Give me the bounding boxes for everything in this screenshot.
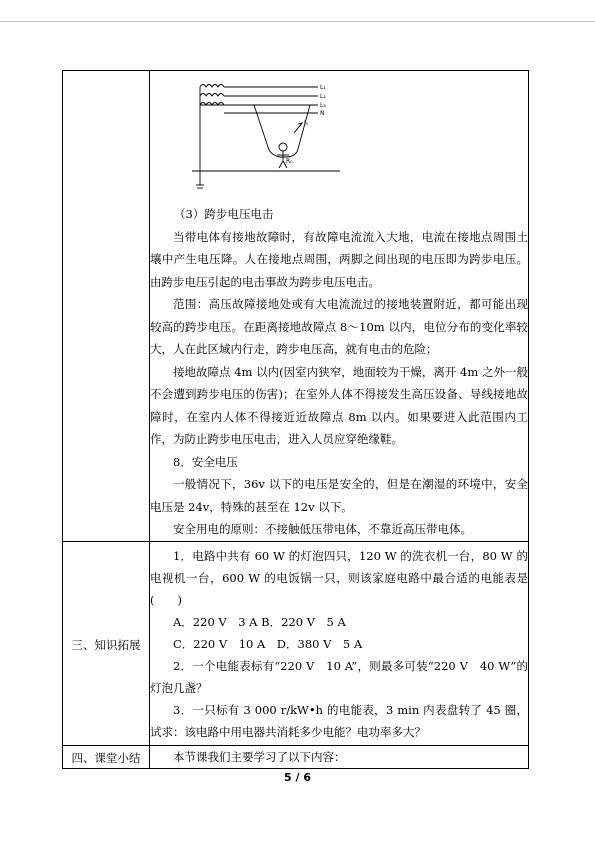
knowledge-cell [150,541,529,745]
question-2: 2．一个电能表标有“220 V 10 A”，则最多可装“220 V 40 W”的灯泡几盏？ [150,658,528,695]
question-1-options-cd: C．220 V 10 A D．380 V 5 A [173,636,363,651]
section3-para-1: 当带电体有接地故障时，有故障电流流入大地，电流在接地点周围土壤中产生电压降。人在接地点周围，两脚之间出现的电压即为跨步电压。由跨步电压引起的电击事故为跨步电压电击。 [150,229,528,289]
question-3: 3．一只标有 3 000 r/kW•h 的电能表，3 min 内表盘转了 45 圈，试求：该电路中用电器共消耗多少电能？电功率多大？ [150,702,528,739]
section3-para-2: 范围：高压故障接地处或有大电流流过的接地装置附近，都可能出现较高的跨步电压。在距离接地故障点 8～10m 以内，电位分布的变化率较大，人在此区域内行走，跨步电压高，就有电击的危险； [150,297,528,356]
coil-2 [200,94,224,97]
label-current: I₀ [304,120,309,127]
label-l3: L₃ [320,102,326,109]
label-l1: L₁ [320,84,326,91]
section3-para-3: 接地故障点 4m 以内(因室内狭窄，地面较为干燥，离开 4m 之外一般不会遭到跨步电压的伤害)；在室外人体不得接发生高压设备、导线接地故障时，在室内人体不得接近近故障点 8m 以内。如果要进入此范围内工作，为防止跨步电压电击，进入人员应穿绝缘鞋。 [150,364,528,446]
step-voltage-diagram [150,71,528,199]
question-1: 1．电路中共有 60 W 的灯泡四只，120 W 的洗衣机一台，80 W 的电视机一台，600 W 的电饭锅一只，则该家庭电路中最合适的电能表是( ) [150,548,528,607]
empty-label-cell [63,71,150,542]
label-l2: L₂ [320,93,326,100]
label-person: R₀ [286,158,293,165]
section8-title: 8．安全电压 [173,454,238,469]
content-cell [150,71,529,542]
question-1-options-ab: A．220 V 3 A B．220 V 5 A [173,614,346,629]
section3-title: （3）跨步电压电击 [174,207,274,221]
person-head [279,143,287,151]
section8-para-1: 一般情况下，36v 以下的电压是安全的，但是在潮湿的环境中，安全电压是 24v，特殊的甚至在 12v 以下。 [150,477,528,514]
summary-text: 本节课我们主要学习了以下内容： [173,749,346,764]
knowledge-label: 三、知识拓展 [71,637,141,652]
summary-label-cell [63,745,150,769]
lesson-table [62,70,529,769]
page-number: 5 / 6 [284,771,311,784]
summary-label: 四、课堂小结 [71,751,141,766]
label-n: N [320,110,325,117]
summary-cell [150,745,529,769]
circuit-diagram-svg [190,75,350,197]
knowledge-row [63,541,529,745]
summary-row [63,745,529,769]
content-row [63,71,529,542]
section8-para-2: 安全用电的原则：不接触低压带电体，不靠近高压带电体。 [173,522,472,536]
coil-1 [200,85,224,88]
knowledge-label-cell [63,541,150,745]
header-rule [0,21,595,22]
